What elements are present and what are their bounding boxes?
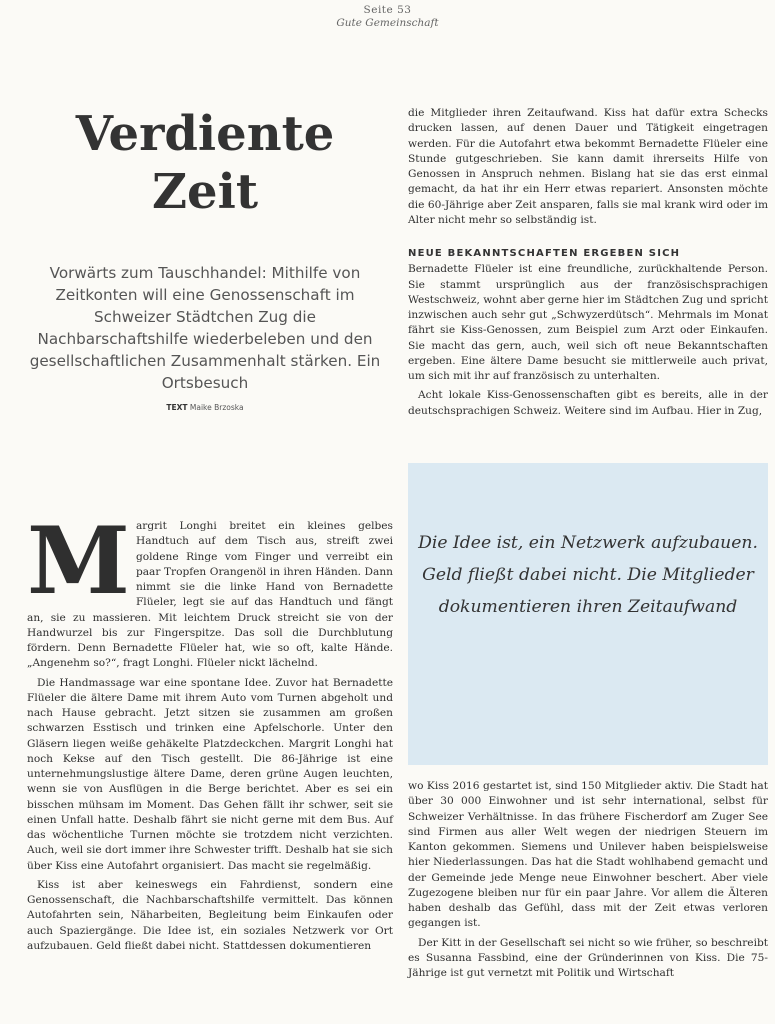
paragraph: Kiss ist aber keineswegs ein Fahrdienst, sondern eine Genossenschaft, die Nachbarschaftshilfe vermittelt. Das können Autofahrten sein, Näharbeiten, Begleitung beim Einkaufen oder auch Spaziergänge. Die Idee ist, ein soziales Netzwerk vor Ort aufzubauen. Geld fließt dabei nicht. Stattdessen dokumentieren: [27, 878, 393, 952]
page-number: Seite 53: [363, 4, 412, 16]
byline-label: TEXT: [166, 403, 188, 412]
paragraph: Bernadette Flüeler ist eine freundliche, zurückhaltende Person. Sie stammt ursprünglich aus der französischsprachigen Westschweiz, wohnt aber gerne hier im Städtchen Zug und spricht inzwischen auch sehr gut „Schwyzerdütsch“. Mehrmals im Monat fährt sie Kiss-Genossen, zum Beispiel zum Arzt oder Einkaufen. Sie macht das gern, auch, weil sich oft neue Bekanntschaften ergeben. Eine ältere Dame besucht sie mittlerweile auch privat, um sich mit ihr auf französisch zu unterhalten.: [408, 263, 768, 382]
paragraph-text: argrit Longhi breitet ein kleines gelbes Handtuch auf dem Tisch aus, streift zwei goldene Ringe vom Finger und verreibt ein paar Tropfen Orangenöl in ihren Händen. Dann nimmt sie die linke Hand von Bernadette Flüeler, legt sie auf das Handtuch und fängt an, sie zu massieren. Mit leichtem Druck streicht sie von der Handwurzel bis zur Fingerspitze. Das soll die Durchblutung fördern. Denn Bernadette Flüeler hat, wie so oft, kalte Hände. „Angenehm so?“, fragt Longhi. Flüeler nickt lächelnd.: [27, 520, 393, 670]
title-line-2: Zeit: [152, 164, 258, 220]
article-lead: Vorwärts zum Tauschhandel: Mithilfe von Zeitkonten will eine Genossenschaft im Schweizer Städtchen Zug die Nachbarschaftshilfe wiederbeleben und den gesellschaftlichen Zusammenhalt stärken. Ein Ortsbesuch: [29, 264, 381, 392]
title-line-1: Verdiente: [75, 106, 335, 162]
paragraph: Der Kitt in der Gesellschaft sei nicht so wie früher, so beschreibt es Susanna Fassbind, eine der Gründerinnen von Kiss. Die 75-Jährige ist gut vernetzt mit Politik und Wirtschaft: [408, 936, 768, 979]
byline: [0, 403, 410, 412]
left-column: [27, 506, 393, 954]
right-column-bottom: [408, 779, 768, 981]
right-column-top: [408, 106, 768, 419]
paragraph: [27, 506, 393, 672]
paragraph: die Mitglieder ihren Zeitaufwand. Kiss hat dafür extra Schecks drucken lassen, auf denen Dauer und Tätigkeit eingetragen werden. Für die Autofahrt etwa bekommt Bernadette Flüeler eine Stunde gutgeschrieben. Sie kann damit ihrerseits Hilfe von Genossen in Anspruch nehmen. Bislang hat sie das erst einmal gemacht, da hat ihr ein Herr etwas repariert. Ansonsten möchte die 60-Jährige aber Zeit ansparen, falls sie mal krank wird oder im Alter nicht mehr so selbständig ist.: [408, 107, 768, 226]
drop-cap: M: [27, 506, 130, 615]
section-title: Gute Gemeinschaft: [336, 17, 439, 29]
page-header: [0, 4, 775, 29]
paragraph: Acht lokale Kiss-Genossenschaften gibt es bereits, alle in der deutschsprachigen Schweiz. Weitere sind im Aufbau. Hier in Zug,: [408, 389, 768, 417]
pull-quote-box: [408, 463, 768, 765]
paragraph: Die Handmassage war eine spontane Idee. Zuvor hat Bernadette Flüeler die ältere Dame mit ihrem Auto vom Turnen abgeholt und nach Hause gebracht. Jetzt sitzen sie zusammen am großen schwarzen Esstisch und trinken eine Apfelschorle. Unter den Gläsern liegen weiße gehäkelte Platzdeckchen. Margrit Longhi hat noch Kekse auf den Tisch gestellt. Die 86-Jährige ist eine unternehmungslustige ältere Dame, deren grüne Augen leuchten, wenn sie von Ausflügen in die Berge berichtet. Aber es sei ein bisschen mühsam im Moment. Das Gehen fällt ihr schwer, seit sie einen Unfall hatte. Deshalb fährt sie nicht gerne mit dem Bus. Auf das wöchentliche Turnen möchte sie trotzdem nicht verzichten. Auch, weil sie dort immer ihre Schwester trifft. Deshalb hat sie sich über Kiss eine Autofahrt organisiert. Das macht sie regelmäßig.: [27, 676, 393, 872]
paragraph: wo Kiss 2016 gestartet ist, sind 150 Mitglieder aktiv. Die Stadt hat über 30 000 Einwohner und ist sehr international, selbst für Schweizer Verhältnisse. In das frühere Fischerdorf am Zuger See sind Firmen aus aller Welt wegen der niedrigen Steuern im Kanton gekommen. Siemens und Unilever haben beispielsweise hier Niederlassungen. Das hat die Stadt wohlhabend gemacht und der Gemeinde jede Menge neue Einwohner beschert. Aber viele Zugezogene bleiben nur für ein paar Jahre. Vor allem die Älteren haben deshalb das Gefühl, dass mit der Zeit etwas verloren gegangen ist.: [408, 780, 768, 930]
byline-author: Maike Brzoska: [189, 403, 244, 412]
pull-quote: Die Idee ist, ein Netzwerk aufzubauen. Geld fließt dabei nicht. Die Mitglieder dokumentieren ihren Zeitaufwand: [418, 533, 758, 617]
subheading: NEUE BEKANNTSCHAFTEN ERGEBEN SICH: [408, 248, 681, 259]
article-title: [20, 105, 390, 221]
